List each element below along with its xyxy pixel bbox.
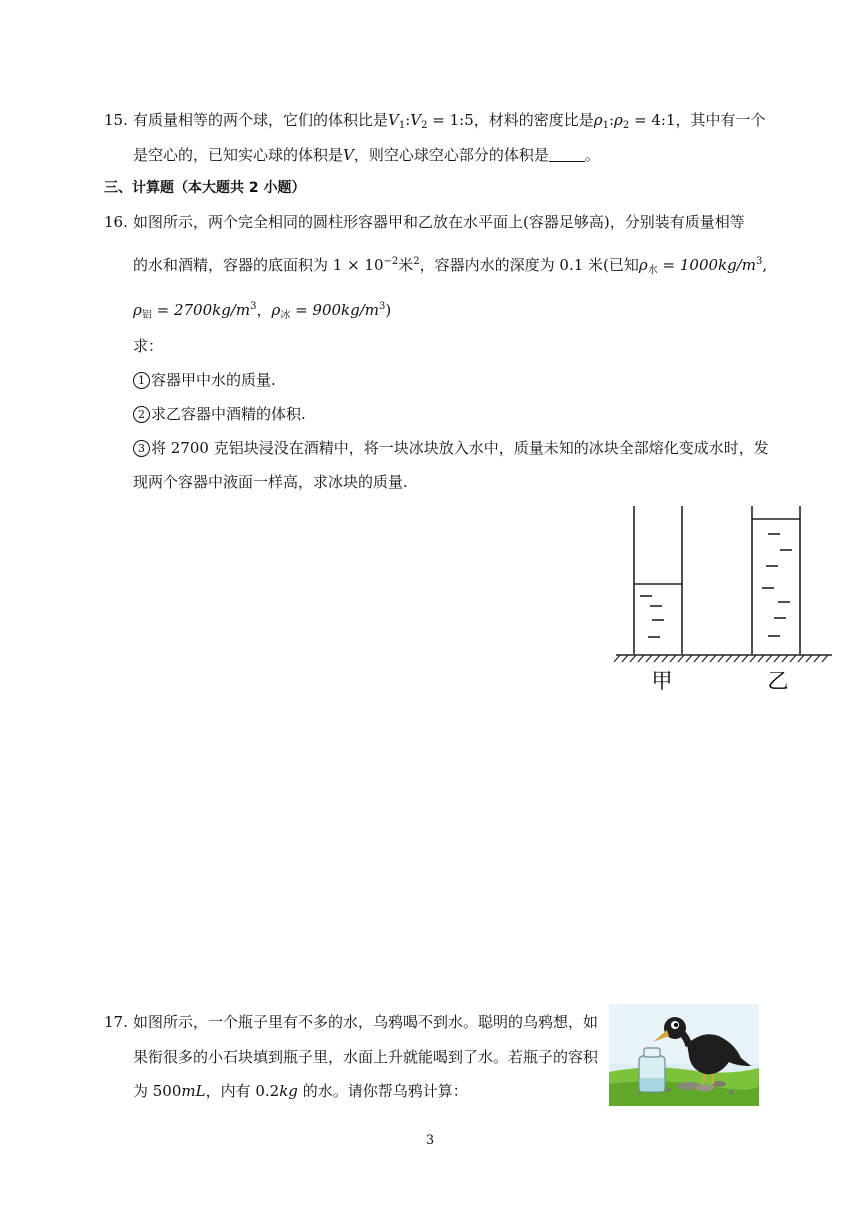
q17-line1: 如图所示，一个瓶子里有不多的水，乌鸦喝不到水。聪明的乌鸦想，如	[133, 1013, 599, 1031]
label-yi: 乙	[767, 669, 789, 693]
q16-ask: 求：	[133, 337, 164, 355]
q16-item1: 1 容器甲中水的质量.	[133, 370, 276, 390]
page-number: 3	[425, 1133, 435, 1148]
label-jia: 甲	[651, 669, 673, 693]
q15-line2: 是空心的，已知实心球的体积是V，则空心球空心部分的体积是 。	[133, 146, 600, 164]
answer-blank	[549, 147, 585, 162]
q16-number: 16.	[104, 213, 128, 231]
q16-line3: $\rho_铝 = 2700kg/m^3$，$\rho_冰 = 900kg/m^3$)	[133, 301, 392, 321]
section-title: 三、计算题（本大题共 2 小题）	[104, 180, 306, 196]
q16-line1: 如图所示，两个完全相同的圆柱形容器甲和乙放在水平面上(容器足够高)，分别装有质量相等	[133, 213, 745, 231]
q17-line3: 为 500mL，内有 0.2kg 的水。请你帮乌鸦计算：	[133, 1082, 468, 1100]
crow-illustration	[609, 1004, 759, 1106]
q15-line1: 有质量相等的两个球，它们的体积比是$V_1:V_2$ = 1:5，材料的密度比是$\rho_1:\rho_2$ = 4:1，其中有一个	[133, 111, 766, 131]
q17-number: 17.	[104, 1013, 128, 1031]
q15-number: 15.	[104, 111, 128, 129]
q16-line2: 的水和酒精，容器的底面积为 $1 \times 10^{-2}$米$^2$，容器内水的深度为 0.1 米(已知$\rho_水 = 1000kg/m^3$,	[133, 256, 768, 276]
containers-figure	[614, 500, 836, 696]
q16-item3-line2: 现两个容器中液面一样高，求冰块的质量.	[133, 473, 408, 491]
q16-item3-line1: 3 将 2700 克铝块浸没在酒精中，将一块冰块放入水中，质量未知的冰块全部熔化变成水时，发	[133, 438, 769, 458]
q16-item2: 2 求乙容器中酒精的体积.	[133, 404, 306, 424]
q17-line2: 果衔很多的小石块填到瓶子里，水面上升就能喝到了水。若瓶子的容积	[133, 1048, 599, 1066]
